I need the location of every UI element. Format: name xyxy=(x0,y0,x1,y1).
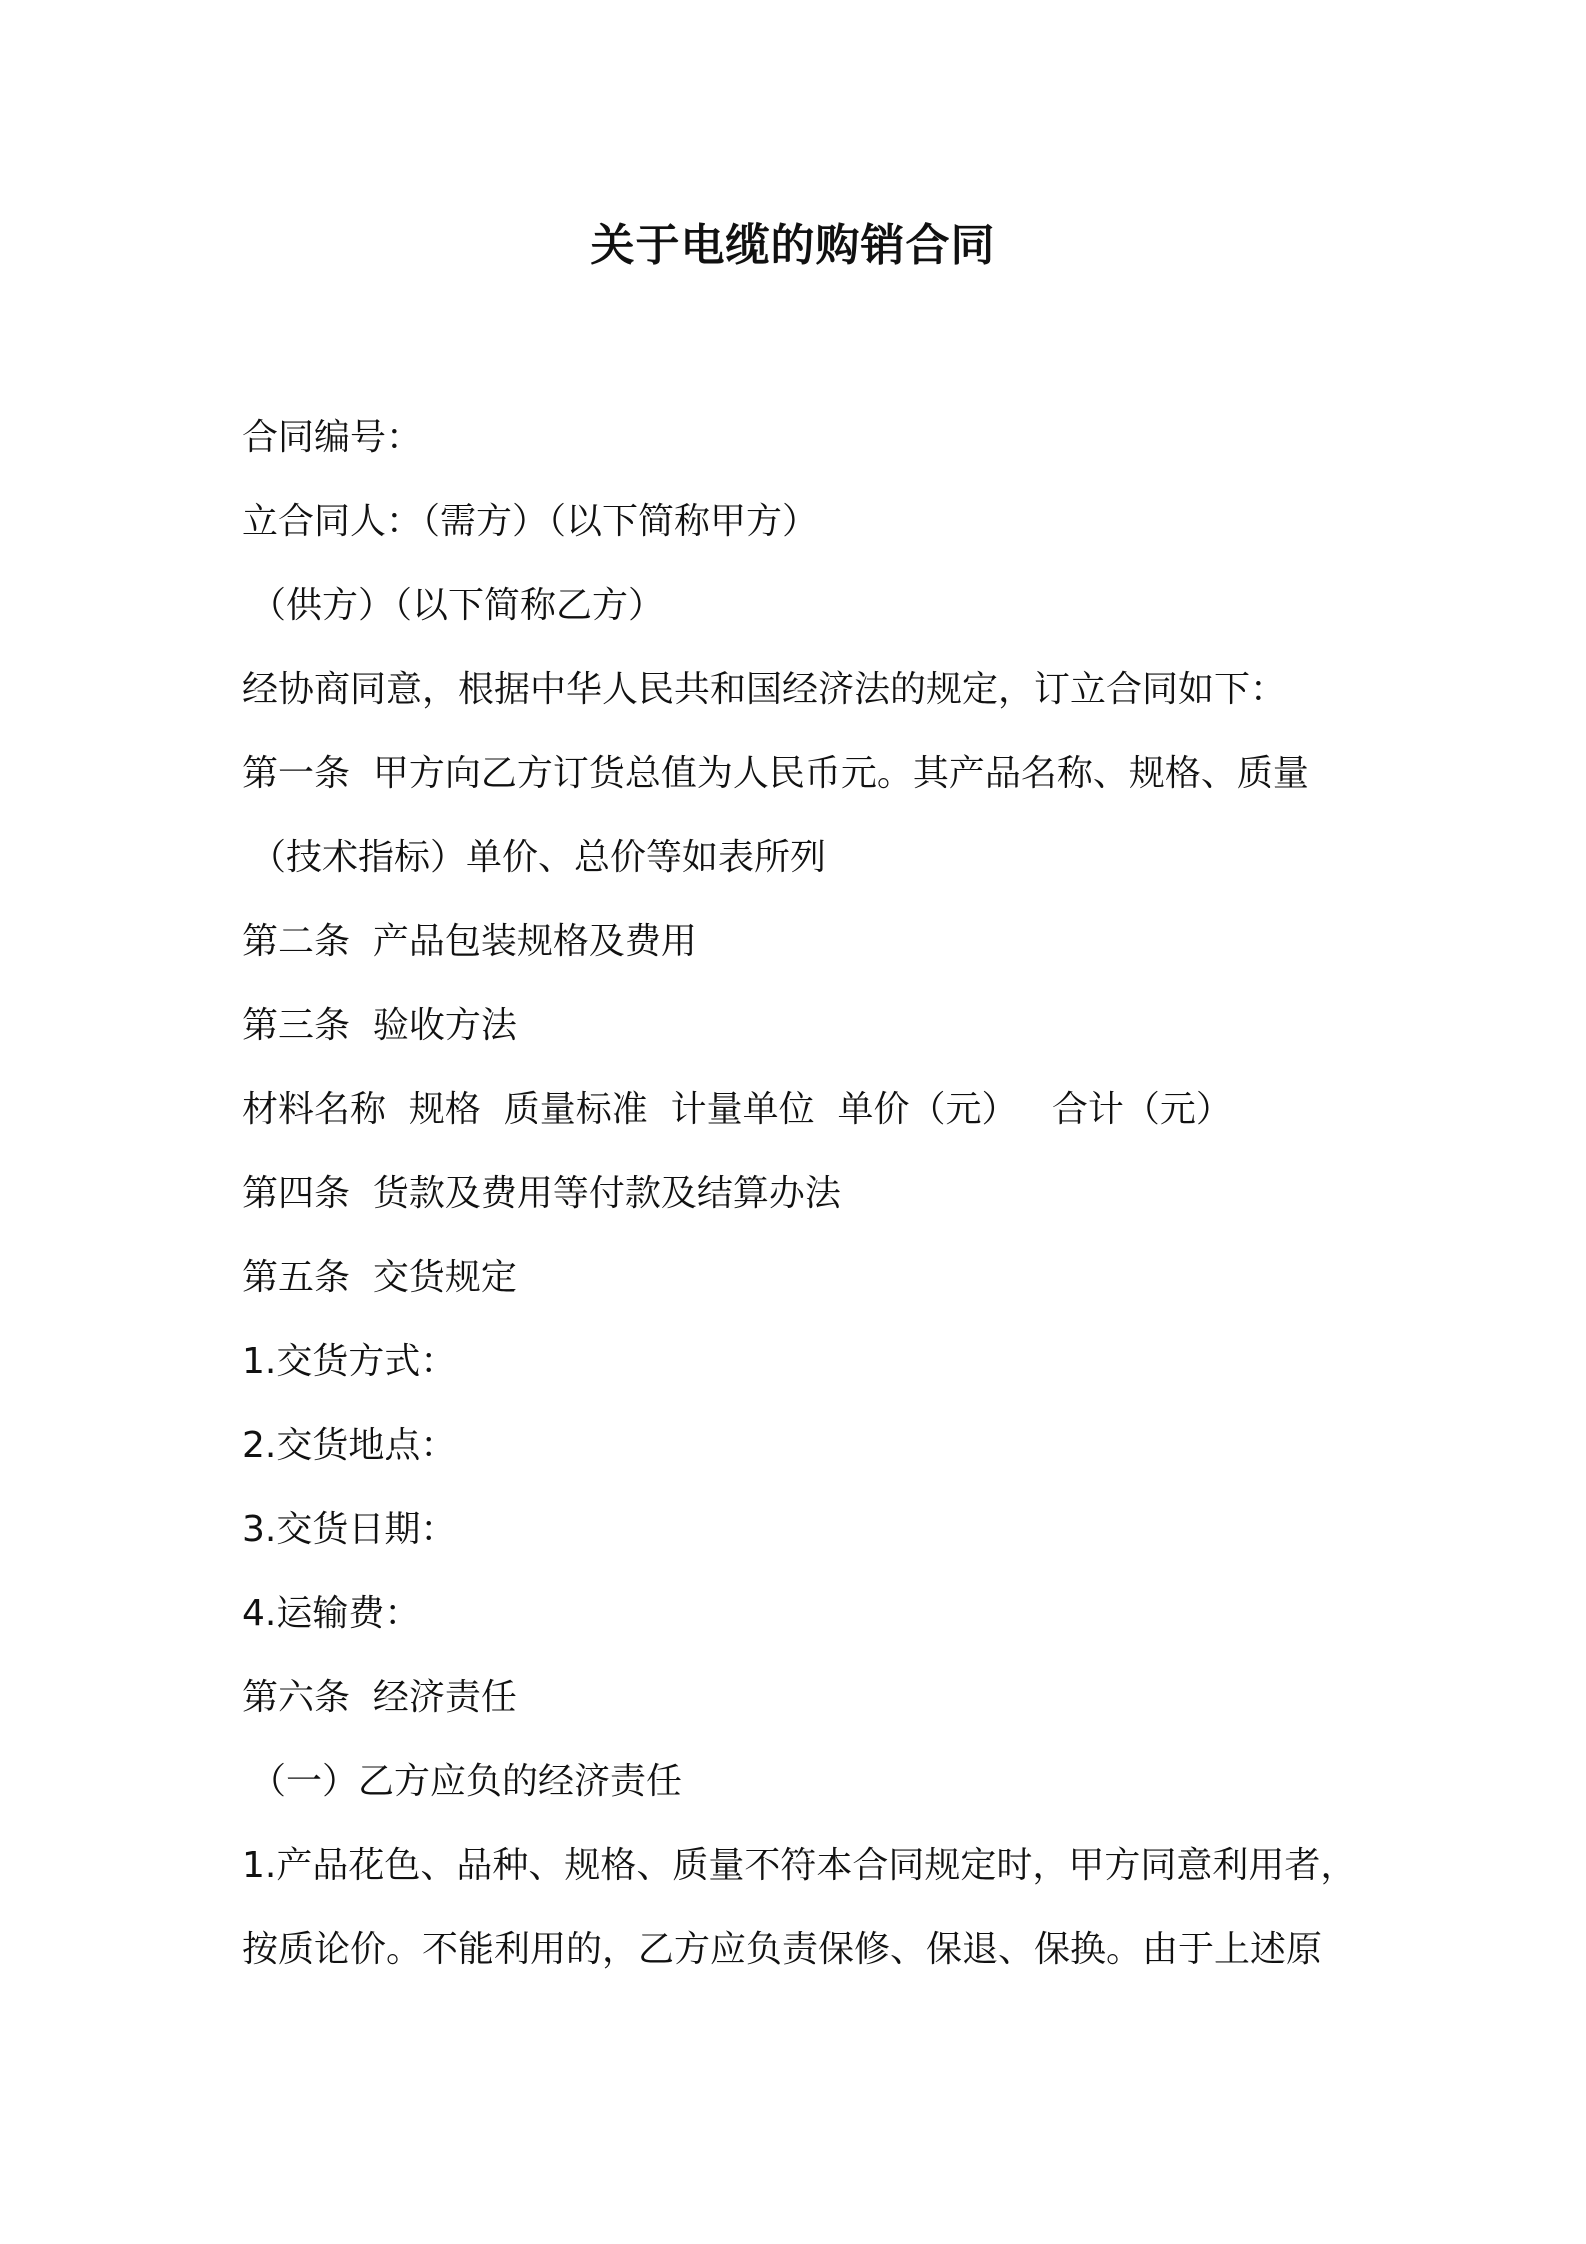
delivery-date-line: 3.交货日期： xyxy=(242,1509,457,1550)
delivery-method-line: 1.交货方式： xyxy=(242,1341,457,1382)
parties-buyer-line: 立合同人：（需方）（以下简称甲方） xyxy=(242,501,819,542)
seller-liability-heading-line: （一）乙方应负的经济责任 xyxy=(250,1761,683,1802)
article-3-line: 第三条 验收方法 xyxy=(242,1005,517,1046)
transport-fee-line: 4.运输费： xyxy=(242,1593,421,1634)
liability-item-1-line: 1.产品花色、品种、规格、质量不符本合同规定时，甲方同意利用者， xyxy=(242,1845,1357,1886)
article-4-line: 第四条 货款及费用等付款及结算办法 xyxy=(242,1173,841,1214)
parties-seller-line: （供方）（以下简称乙方） xyxy=(250,585,665,626)
material-table-header-line: 材料名称 规格 质量标准 计量单位 单价（元） 合计（元） xyxy=(242,1089,1232,1130)
document-title: 关于电缆的购销合同 xyxy=(590,220,996,271)
article-1-continued-line: （技术指标）单价、总价等如表所列 xyxy=(250,837,827,878)
article-6-line: 第六条 经济责任 xyxy=(242,1677,517,1718)
article-5-line: 第五条 交货规定 xyxy=(242,1257,517,1298)
article-1-line: 第一条 甲方向乙方订货总值为人民币元。其产品名称、规格、质量 xyxy=(242,753,1309,794)
liability-item-1-continued-line: 按质论价。不能利用的，乙方应负责保修、保退、保换。由于上述原 xyxy=(242,1929,1323,1970)
article-2-line: 第二条 产品包装规格及费用 xyxy=(242,921,697,962)
delivery-location-line: 2.交货地点： xyxy=(242,1425,457,1466)
contract-number-line: 合同编号： xyxy=(242,417,423,458)
agreement-intro-line: 经协商同意，根据中华人民共和国经济法的规定，订立合同如下： xyxy=(242,669,1287,710)
